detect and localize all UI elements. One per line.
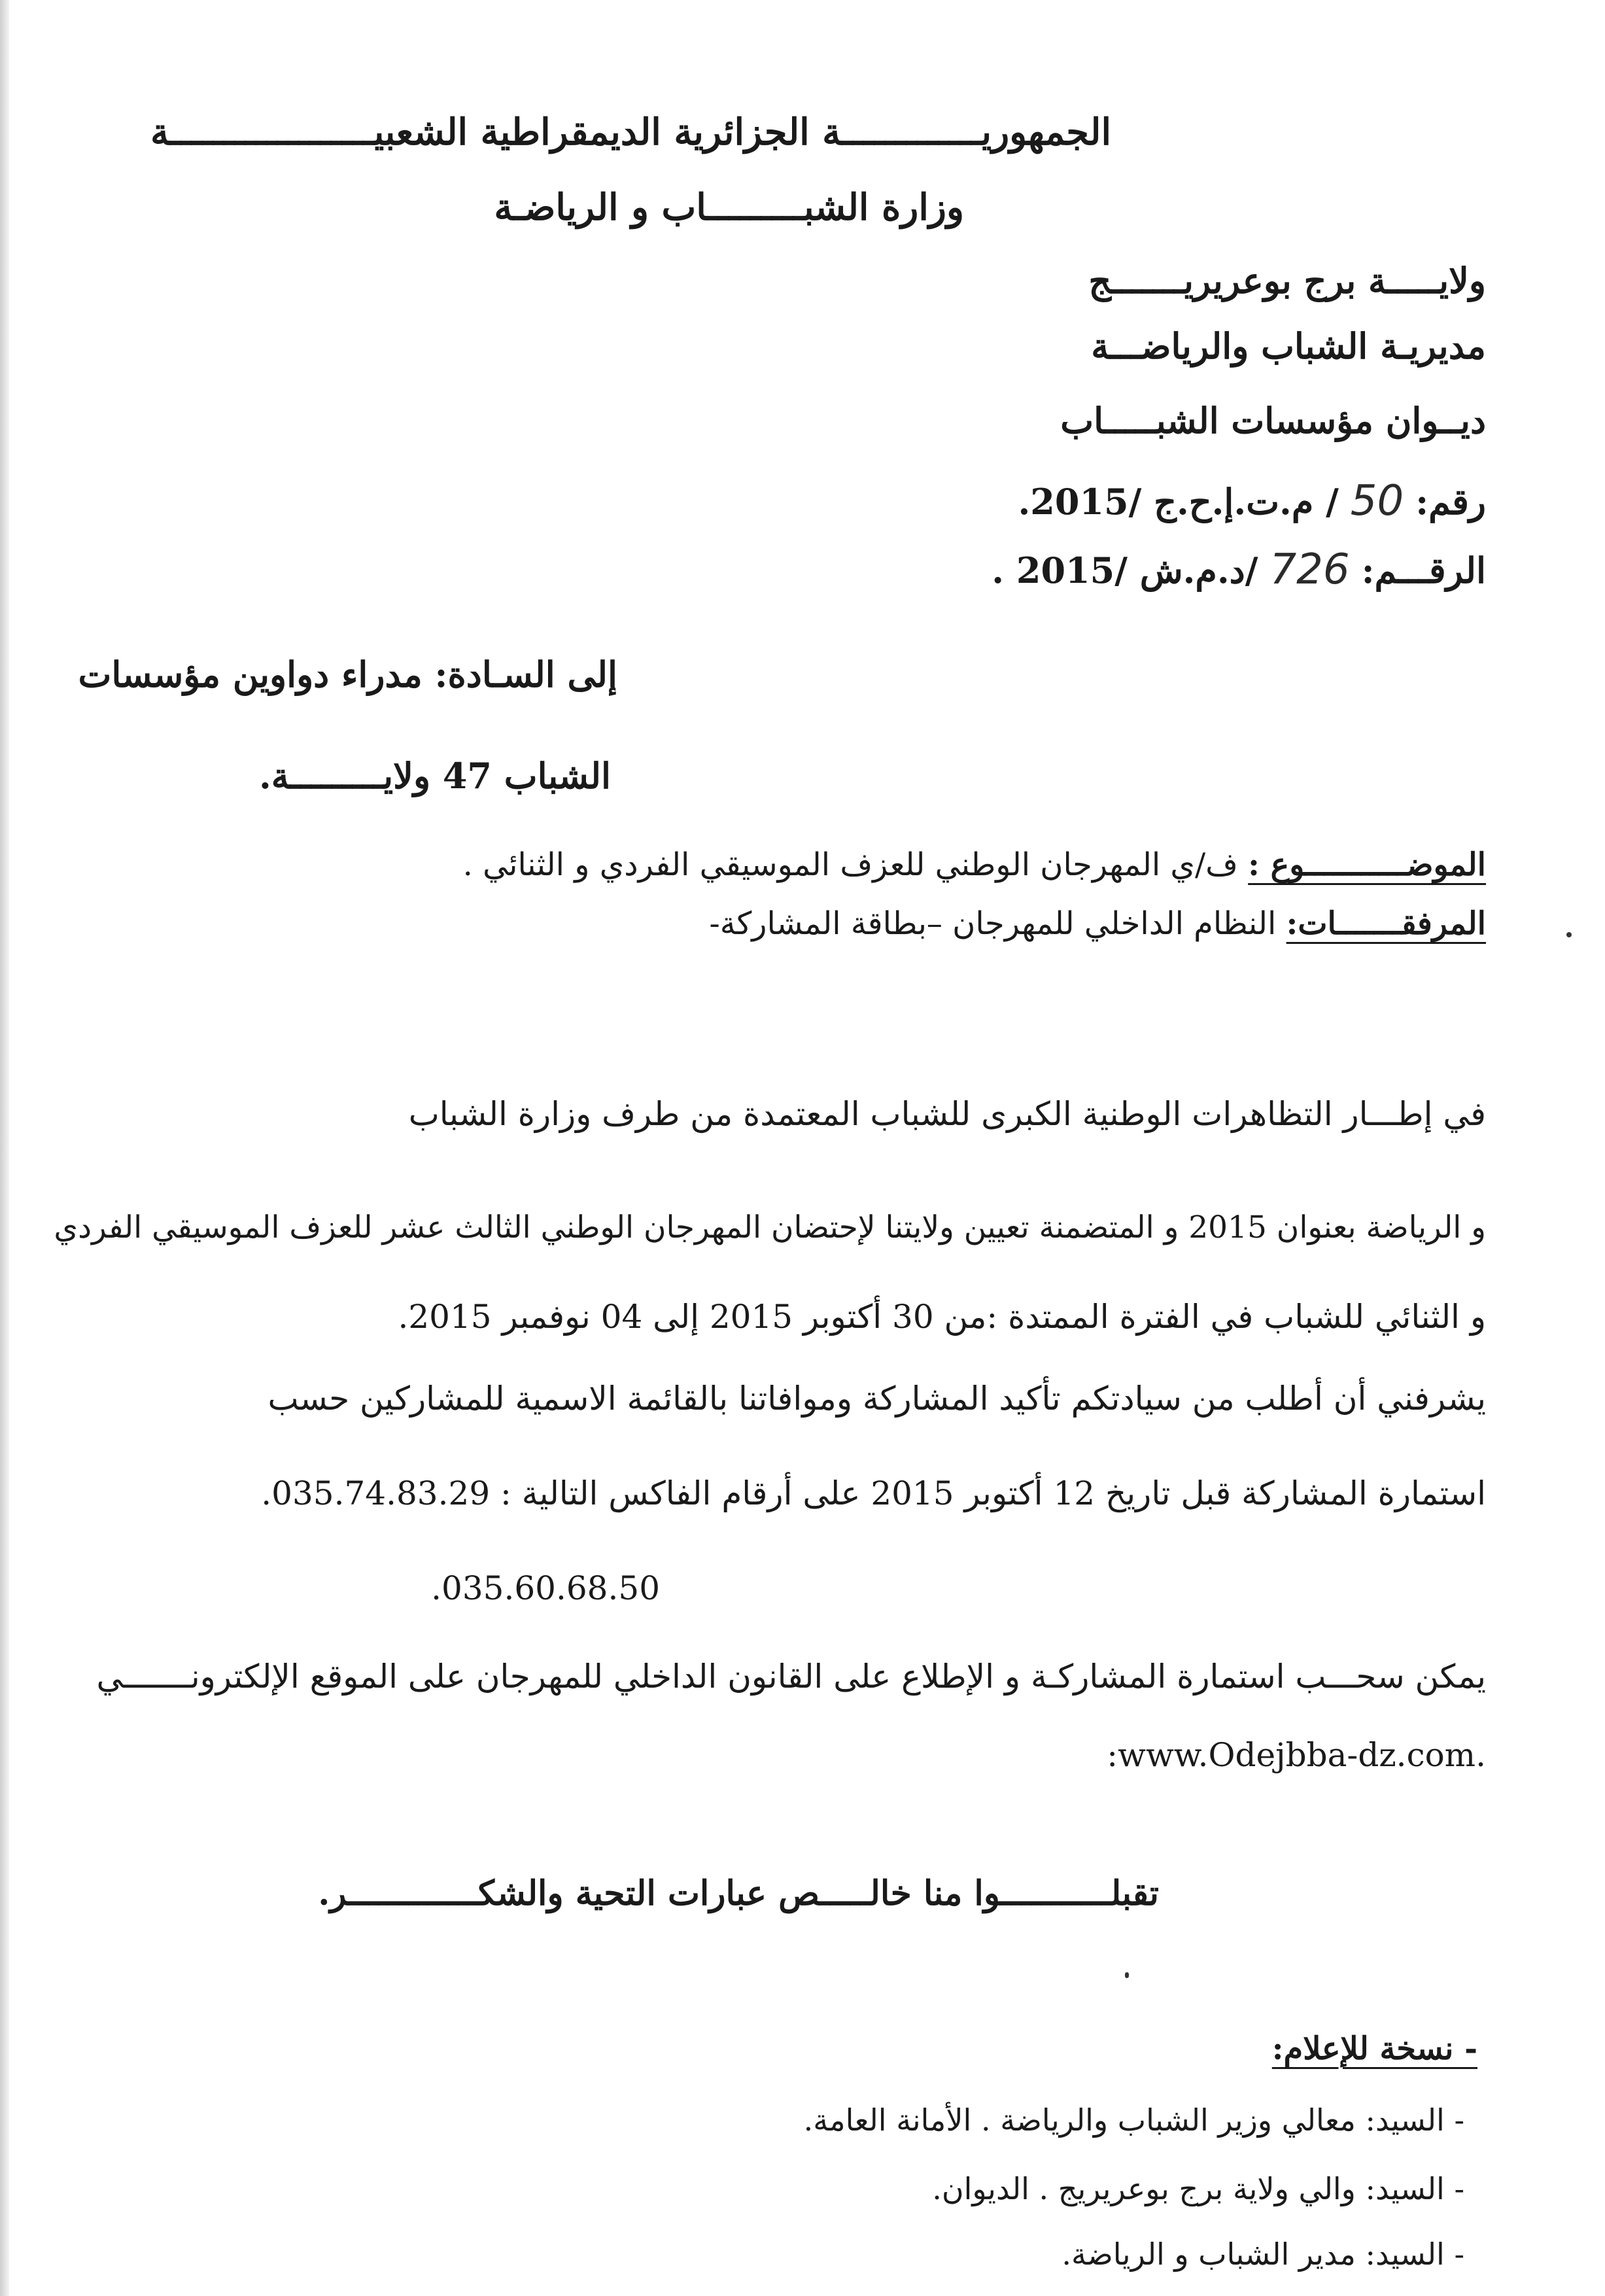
body-line-3: و الثنائي للشباب في الفترة الممتدة :من 30 أكتوبر 2015 إلى 04 نوفمبر 2015. (398, 1298, 1486, 1336)
directorate-name: مديريـة الشباب والرياضـــة (1091, 325, 1486, 367)
body-line-7: يمكن سحـــب استمارة المشاركـة و الإطلاع على القانون الداخلي للمهرجان على الموقع الإلكترونـــــــي (96, 1658, 1486, 1696)
website-line: .www.Odejbba-dz.com: (1107, 1736, 1486, 1774)
body-line-2: و الرياضة بعنوان 2015 و المتضمنة تعيين ولايتنا لإحتضان المهرجان الوطني الثالث عشر للعزف الموسيقي الفردي (54, 1209, 1486, 1245)
body-line-1: في إطـــار التظاهرات الوطنية الكبرى للشباب المعتمدة من طرف وزارة الشباب (408, 1095, 1486, 1133)
body-line-4: يشرفني أن أطلب من سيادتكم تأكيد المشاركة وموافاتنا بالقائمة الاسمية للمشاركين حسب (268, 1380, 1486, 1418)
ministry-title: وزارة الشبـــــــــاب و الرياضـة (494, 186, 964, 229)
reference-1-handwritten: 50 (1350, 477, 1404, 525)
reference-1-rest: / م.ت.إ.ح.ج /2015. (1018, 480, 1339, 523)
recipient-line-2: الشباب 47 ولايـــــــــة. (258, 755, 611, 797)
subject-label: الموضـــــــــــوع : (1248, 846, 1486, 883)
reference-2-rest: /د.م.ش /2015 . (992, 549, 1258, 591)
reference-2-handwritten: 726 (1269, 546, 1350, 594)
scan-edge (0, 0, 9, 2296)
republic-title: الجمهوريـــــــــــــة الجزائرية الديمقراطية الشعبيـــــــــــــــــــة (150, 111, 1111, 154)
reference-1-label: رقم: (1415, 480, 1486, 523)
reference-number-2 (992, 546, 1486, 595)
attachments-line (709, 906, 1486, 942)
copy-recipient: - السيد: والي ولاية برج بوعريريج . الديوان. (932, 2171, 1464, 2206)
recipient-line-1: إلى السـادة: مدراء دواوين مؤسسات (78, 653, 617, 695)
office-name: ديــوان مؤسسات الشبـــــاب (1060, 400, 1486, 442)
subject-line (463, 847, 1486, 883)
copies-heading: - نسخة للإعلام: (1271, 2030, 1477, 2067)
closing-line: تقبلـــــــــــوا منا خالـــــص عبارات التحية والشكـــــــــــــر. (318, 1873, 1159, 1913)
subject-text: ف/ي المهرجان الوطني للعزف الموسيقي الفردي و الثنائي . (462, 846, 1238, 883)
reference-2-label: الرقـــم: (1361, 549, 1486, 591)
body-line-5: استمارة المشاركة قبل تاريخ 12 أكتوبر 2015 على أرقام الفاكس التالية : 035.74.83.29. (261, 1474, 1486, 1512)
reference-number-1 (1018, 478, 1486, 526)
body-line-6: 035.60.68.50. (431, 1569, 660, 1607)
copy-recipient: - السيد: معالي وزير الشباب والرياضة . الأمانة العامة. (803, 2102, 1464, 2138)
wilaya-name: ولايـــــة برج بوعريريـــــــج (1088, 260, 1486, 302)
copy-recipient: - السيد: مدير الشباب و الرياضة. (1061, 2236, 1464, 2272)
scan-speck (1125, 1972, 1129, 1978)
scan-speck (1566, 932, 1572, 937)
attachments-text: النظام الداخلي للمهرجان –بطاقة المشاركة- (709, 905, 1277, 942)
attachments-label: المرفقـــــــات: (1286, 905, 1486, 942)
